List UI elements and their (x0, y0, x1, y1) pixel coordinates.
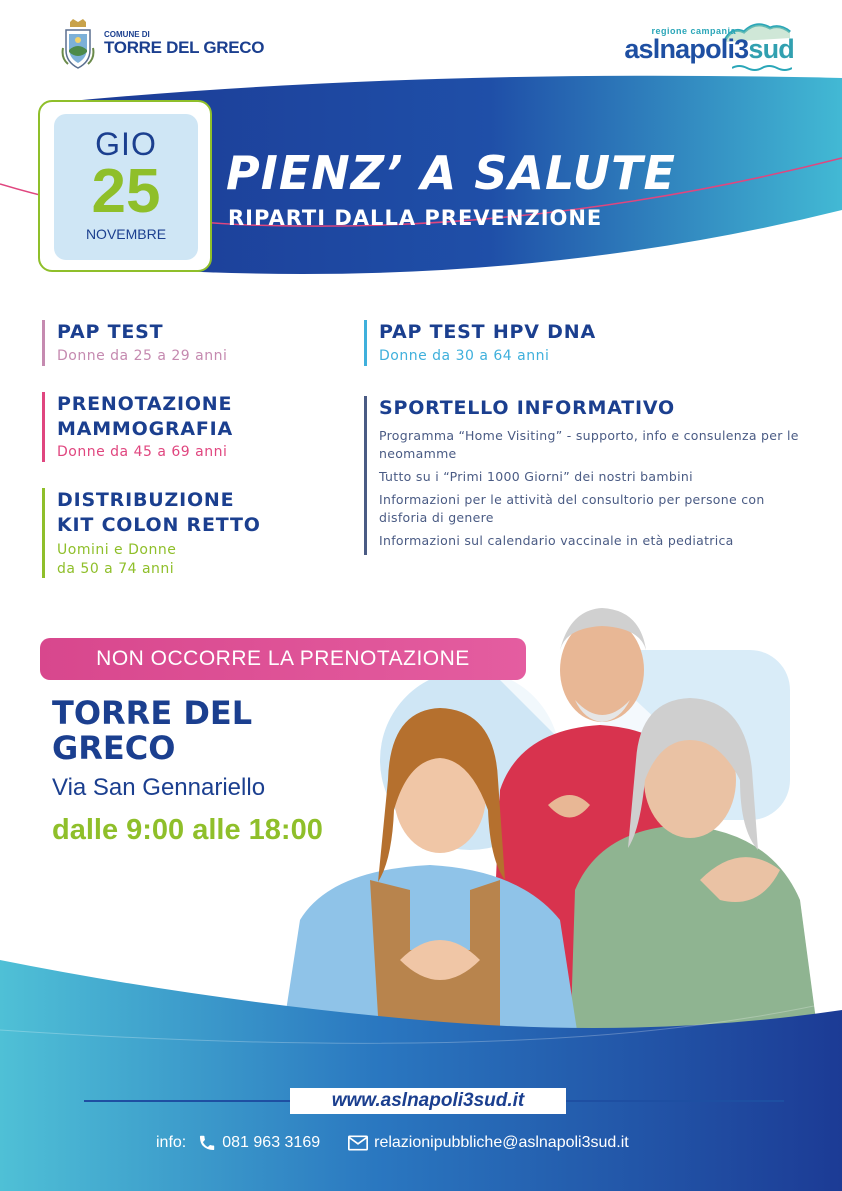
list-item: Informazioni sul calendario vaccinale in età pediatrica (379, 533, 734, 549)
service-mammografia (42, 392, 233, 462)
service-hpv-dna (364, 320, 596, 366)
service-subtitle: Donne da 30 a 64 anni (379, 347, 550, 364)
service-subtitle-line: da 50 a 74 anni (57, 560, 175, 577)
date-badge (38, 100, 212, 272)
asl-name-accent: sud (748, 34, 794, 64)
page-title: PIENZ’ A SALUTE (226, 146, 676, 200)
service-title: PAP TEST (57, 321, 164, 343)
date-number: 25 (91, 157, 161, 226)
asl-region-label: regione campania (651, 26, 736, 36)
email-link[interactable]: relazionipubbliche@aslnapoli3sud.it (374, 1134, 629, 1151)
page-subtitle: RIPARTI DALLA PREVENZIONE (228, 206, 603, 230)
website-link[interactable]: www.aslnapoli3sud.it (290, 1088, 566, 1114)
mail-icon (348, 1135, 368, 1151)
comune-name: TORRE DEL GRECO (104, 38, 265, 58)
date-day: GIO (95, 126, 157, 162)
info-list (379, 427, 814, 551)
opening-hours: dalle 9:00 alle 18:00 (52, 814, 323, 846)
service-title-line: DISTRIBUZIONE (57, 489, 235, 511)
service-title: SPORTELLO INFORMATIVO (379, 397, 676, 419)
list-item: Programma “Home Visiting” - supporto, info e consulenza per le neomamme (379, 427, 799, 461)
service-pap-test (42, 320, 227, 366)
asl-name-main: aslnapoli3 (624, 34, 749, 64)
phone-link[interactable]: 081 963 3169 (222, 1134, 321, 1151)
service-sportello (364, 396, 814, 555)
list-item: Tutto su i “Primi 1000 Giorni” dei nostri bambini (379, 468, 693, 484)
no-booking-banner: NON OCCORRE LA PRENOTAZIONE (40, 638, 526, 680)
contact-info (156, 1134, 629, 1152)
service-title-line: PRENOTAZIONE (57, 393, 233, 415)
date-month: NOVEMBRE (85, 225, 167, 242)
location-name-line: TORRE DEL (52, 694, 253, 732)
service-title: PAP TEST HPV DNA (379, 321, 596, 343)
location-address: Via San Gennariello (52, 774, 266, 801)
service-title-line: KIT COLON RETTO (57, 513, 261, 536)
list-item: Informazioni per le attività del consultorio per persone con disforia di genere (379, 492, 765, 526)
service-subtitle: Donne da 25 a 29 anni (57, 347, 228, 364)
service-title-line: MAMMOGRAFIA (57, 417, 234, 440)
service-subtitle-line: Uomini e Donne (57, 542, 177, 559)
phone-icon (198, 1134, 216, 1152)
location-name-line: GRECO (52, 729, 176, 768)
service-kit-colon-retto (42, 488, 261, 578)
location-name (52, 696, 252, 766)
comune-label: COMUNE DI (104, 29, 150, 39)
footer-band (0, 940, 842, 1191)
info-label: info: (156, 1134, 187, 1151)
service-subtitle: Donne da 45 a 69 anni (57, 444, 228, 461)
